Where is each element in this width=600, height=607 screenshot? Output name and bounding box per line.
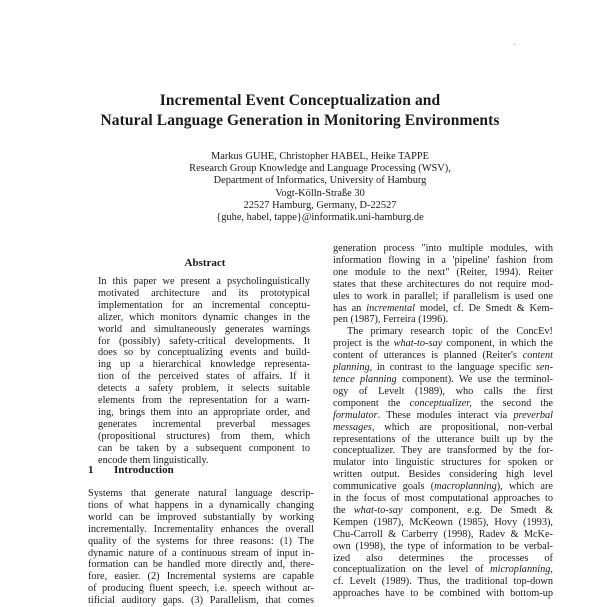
text-line: formation can be handled more directly and, there-: [88, 559, 314, 571]
text-line: fore, easier. (2) Incremental systems are capable: [88, 571, 314, 583]
text-line: planning, in contrast to the language specific sen-: [333, 362, 553, 374]
emphasis-text: preverbal: [513, 409, 553, 421]
right-column-body: [333, 243, 553, 600]
emphasis-text: macroplanning: [434, 481, 497, 493]
emphasis-text: tence planning: [333, 373, 397, 385]
text-line: dynamic nature of a continuous stream of input in-: [88, 547, 314, 559]
affiliation-line: Vogt-Kölln-Straße 30: [275, 187, 365, 199]
text-line: has an incremental model, cf. De Smedt & Kem-: [333, 302, 554, 314]
text-line: ized also determines the processes of: [333, 552, 553, 564]
text-line: tions of what happens in a dynamically changing: [88, 499, 314, 511]
text-line: for (possibly) safety-critical developments. It: [98, 335, 310, 347]
scan-speck: [514, 44, 515, 45]
text-line: world and simultaneously generates warnings: [98, 323, 310, 335]
text-line: Systems that generate natural language descrip-: [88, 488, 314, 499]
text-line: own (1998), the type of information to be verbal-: [333, 540, 553, 552]
text-line: generation process "into multiple modules, with: [333, 243, 553, 254]
text-line: the what-to-say component, e.g. De Smedt &: [333, 504, 553, 516]
text-line: ing, brings them into an appropriate order, and: [98, 406, 310, 418]
section-number: 1: [88, 464, 94, 476]
text-line: The primary research topic of the ConcEv!: [347, 326, 553, 338]
emphasis-text: content: [522, 350, 553, 362]
text-line: elements from the representation for a warn-: [98, 395, 310, 407]
emphasis-text: conceptualizer,: [409, 397, 472, 409]
author-emails: {guhe, habel, tappe}@informatik.uni-hamburg.de: [216, 212, 424, 224]
text-line: quality of the systems for three reasons: (1) The: [88, 535, 314, 547]
text-line: ogy of Levelt (1989), who calls the first: [333, 385, 553, 397]
text-line: In this paper we present a psycholinguistically: [98, 276, 310, 287]
affiliation-line: 22527 Hamburg, Germany, D-22527: [243, 199, 397, 211]
author-names: Markus GUHE, Christopher HABEL, Heike TAPPE: [210, 151, 430, 162]
text-line: tificial auditory gaps. (3) Parallelism, that comes: [88, 595, 314, 607]
text-line: alizer, which monitors dynamic changes in the: [98, 311, 310, 323]
text-line: (propositional structures) from them, which: [98, 430, 310, 442]
text-line: ules to work in parallel; if parallelism is used one: [333, 290, 553, 302]
text-line: ing up a hierarchical knowledge representa-: [98, 359, 310, 371]
affiliation-line: Research Group Knowledge and Language Processing (WSV),: [189, 163, 451, 175]
introduction-body: [88, 488, 314, 607]
author-block: [0, 151, 600, 224]
text-line: information flowing in a 'pipeline' fashion from: [333, 254, 553, 266]
text-line: representations of the utterance built up by the: [333, 433, 553, 445]
text-line: messages, which are propositional, non-verbal: [333, 421, 553, 433]
emphasis-text: formulator: [333, 409, 378, 421]
text-line: motivated architecture and its prototypical: [98, 287, 310, 299]
text-line: generates incremental preverbal messages: [98, 418, 310, 430]
text-line: communicative goals (macroplanning), which are: [333, 481, 553, 493]
text-line: mulator into linguistic structures for spoken or: [333, 457, 553, 469]
text-line: Kempen (1987), McKeown (1985), Hovy (1993),: [333, 516, 553, 528]
section-title: Introduction: [114, 464, 174, 476]
text-line: written output. Besides considering high level: [333, 469, 553, 481]
text-line: tence planning component). We use the terminol-: [333, 373, 553, 385]
text-line: of producing fluent speech, i.e. speech without ar-: [88, 583, 314, 595]
abstract-body: [98, 276, 310, 467]
text-line: conceptualizer. They are transformed by the for-: [333, 445, 553, 457]
section-heading-introduction: [88, 464, 174, 476]
emphasis-text: sen-: [535, 362, 553, 374]
text-line: component the conceptualizer, the second the: [333, 397, 553, 409]
text-line: conceptualization on the level of microplanning,: [333, 564, 553, 576]
emphasis-text: what-to-say: [393, 338, 443, 350]
text-line: detects a safety problem, it selects suitable: [98, 383, 310, 395]
text-line: world can be improved substantially by working: [88, 511, 314, 523]
text-line: tion of the perceived states of affairs. If it: [98, 371, 310, 383]
text-line: project is the what-to-say component, in which the: [333, 338, 553, 350]
text-line: encode them linguistically.: [98, 454, 209, 466]
text-line: does so by conceptualizing events and build-: [98, 347, 310, 359]
text-line: incrementally. Incrementality enhances the overall: [88, 523, 314, 535]
text-line: Chu-Carroll & Carberry (1998), Radev & McKe-: [333, 528, 553, 540]
emphasis-text: what-to-say: [353, 504, 403, 516]
emphasis-text: messages: [333, 421, 372, 433]
emphasis-text: planning: [333, 362, 370, 374]
text-line: approaches have to be combined with bottom-up: [333, 588, 553, 600]
text-line: states that these architectures do not require mod-: [333, 278, 553, 290]
emphasis-text: incremental: [366, 302, 416, 314]
text-line: can be taken by a subsequent component to: [98, 442, 310, 454]
text-line: content of utterances is planned (Reiter's content: [333, 350, 553, 362]
emphasis-text: microplanning: [490, 564, 551, 576]
paper-title: [0, 91, 600, 130]
text-line: pen (1987), Ferreira (1996).: [333, 314, 449, 326]
text-line: formulator. These modules interact via preverbal: [333, 409, 553, 421]
text-line: implementation for an incremental conceptu-: [98, 299, 310, 311]
text-line: cf. Levelt (1989). Thus, the traditional top-down: [333, 576, 553, 588]
text-line: one module to the next" (Reiter, 1994). Reiter: [333, 266, 553, 278]
text-line: in the focus of most computational approaches to: [333, 493, 553, 505]
abstract-heading: Abstract: [184, 257, 226, 269]
title-line-1: Incremental Event Conceptualization and: [159, 92, 441, 109]
title-line-2: Natural Language Generation in Monitoring Environments: [100, 111, 500, 129]
affiliation-line: Department of Informatics, University of Hamburg: [213, 175, 427, 187]
